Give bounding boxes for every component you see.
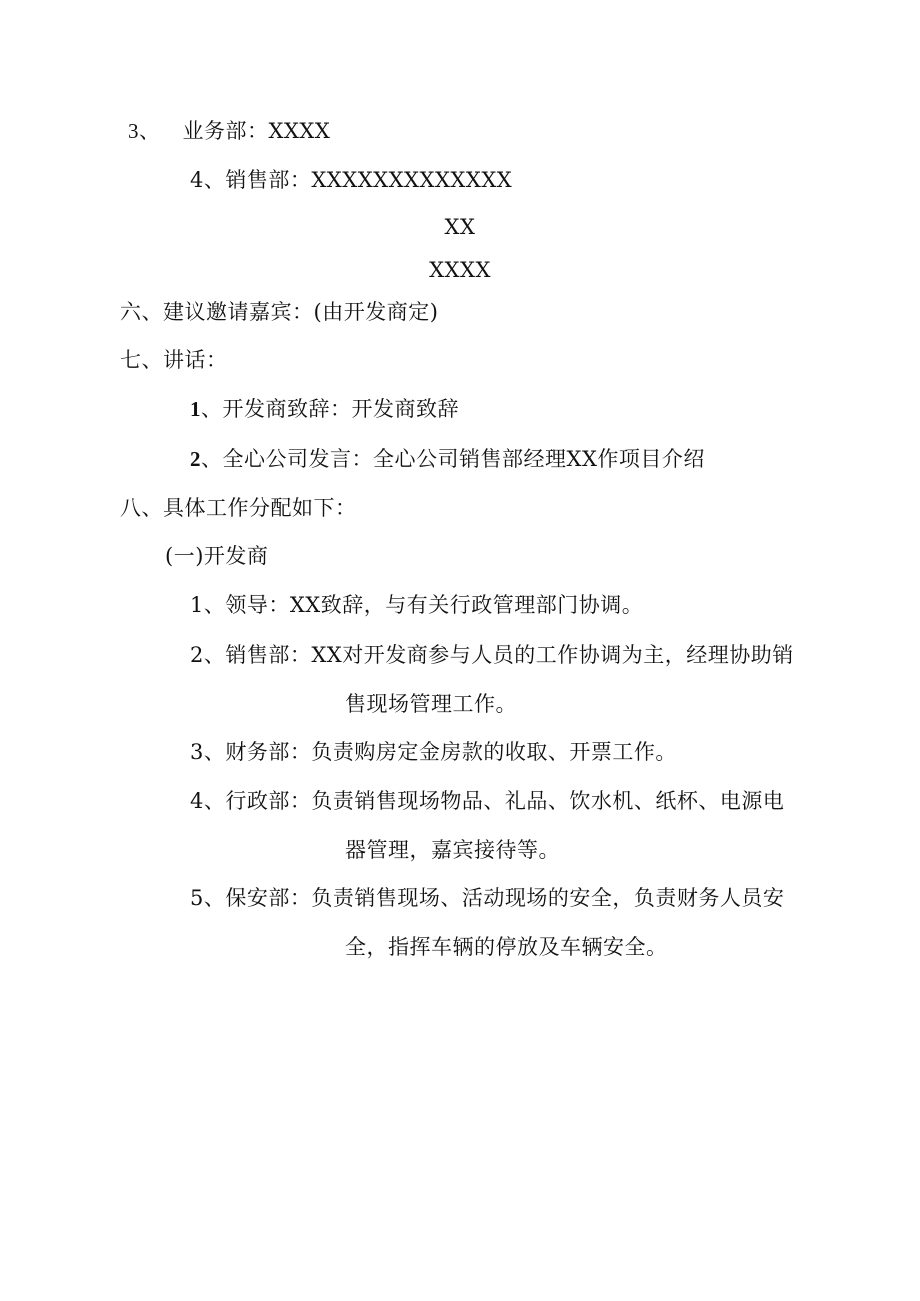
- item-4-line: 4、销售部：XXXXXXXXXXXXX: [190, 168, 513, 192]
- duty-leader: 1、领导：XX致辞，与有关行政管理部门协调。: [190, 593, 644, 617]
- centered-xxxx: XXXX: [429, 258, 491, 282]
- item-3-line: [128, 116, 330, 146]
- duty-security-cont: 全，指挥车辆的停放及车辆安全。: [345, 935, 668, 959]
- centered-xx: XX: [444, 215, 476, 239]
- speech-item-2-text: 、全心公司发言：全心公司销售部经理XX作项目介绍: [201, 447, 705, 471]
- section-7-heading: 七、讲话：: [120, 348, 228, 372]
- speech-item-2: [190, 444, 705, 474]
- speech-item-1-text: 、开发商致辞：开发商致辞: [201, 397, 459, 421]
- duty-admin-cont: 器管理，嘉宾接待等。: [345, 838, 560, 862]
- speech-item-1-number: 1: [190, 397, 201, 421]
- duty-admin: 4、行政部：负责销售现场物品、礼品、饮水机、纸杯、电源电: [190, 789, 785, 813]
- speech-item-2-number: 2: [190, 447, 201, 471]
- item-3-text: 业务部：XXXX: [182, 119, 331, 143]
- section-8-heading: 八、具体工作分配如下：: [120, 496, 357, 520]
- duty-finance: 3、财务部：负责购房定金房款的收取、开票工作。: [190, 740, 677, 764]
- duty-security: 5、保安部：负责销售现场、活动现场的安全，负责财务人员安: [190, 886, 785, 910]
- subsection-developer: (一)开发商: [165, 544, 269, 568]
- speech-item-1: [190, 394, 459, 424]
- section-6-heading: 六、建议邀请嘉宾：(由开发商定): [120, 300, 439, 324]
- duty-sales: 2、销售部：XX对开发商参与人员的工作协调为主，经理协助销: [190, 643, 794, 667]
- duty-sales-cont: 售现场管理工作。: [345, 692, 517, 716]
- item-3-number: 3、: [128, 119, 161, 143]
